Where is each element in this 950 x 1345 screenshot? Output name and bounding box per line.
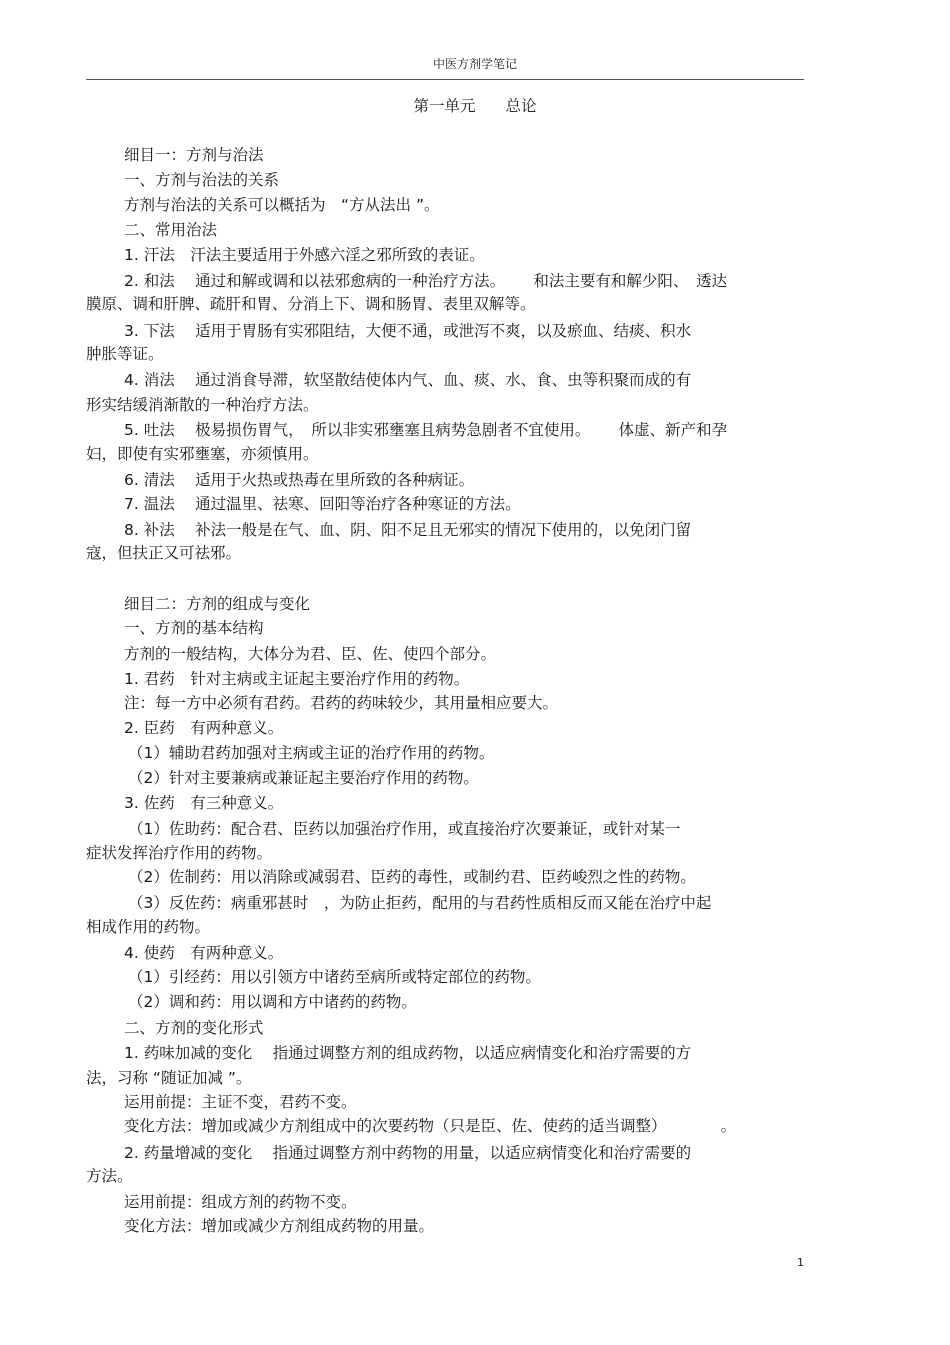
text-line: 方法。 bbox=[86, 1167, 133, 1185]
page-number: 1 bbox=[797, 1256, 804, 1269]
text-line: （1）辅助君药加强对主病或主证的治疗作用的药物。 bbox=[128, 744, 495, 762]
text-line: 2. 和法 通过和解或调和以祛邪愈病的一种治疗方法。 和法主要有和解少阳、 透达 bbox=[124, 272, 728, 290]
text-line: 症状发挥治疗作用的药物。 bbox=[86, 844, 273, 862]
text-line: 2. 臣药 有两种意义。 bbox=[124, 719, 284, 737]
text-line: （2）佐制药：用以消除或减弱君、臣药的毒性，或制约君、臣药峻烈之性的药物。 bbox=[128, 868, 696, 886]
text-line: 1. 汗法 汗法主要适用于外感六淫之邪所致的表证。 bbox=[124, 246, 485, 264]
text-line: 形实结缓消渐散的一种治疗方法。 bbox=[86, 396, 319, 414]
unit-title bbox=[0, 94, 950, 116]
text-line: 2. 药量增减的变化 指通过调整方剂中药物的用量，以适应病情变化和治疗需要的 bbox=[124, 1144, 692, 1162]
text-line: 膜原、调和肝脾、疏肝和胃、分消上下、调和肠胃、表里双解等。 bbox=[86, 295, 536, 313]
text-line: 4. 消法 通过消食导滞，软坚散结使体内气、血、痰、水、食、虫等积聚而成的有 bbox=[124, 371, 692, 389]
text-line: 妇，即使有实邪壅塞，亦须慎用。 bbox=[86, 445, 319, 463]
text-line: 运用前提：主证不变，君药不变。 bbox=[124, 1093, 357, 1111]
text-line: 4. 使药 有两种意义。 bbox=[124, 944, 284, 962]
unit-topic: 总论 bbox=[505, 97, 537, 115]
text-line: （3）反佐药：病重邪甚时 ，为防止拒药，配用的与君药性质相反而又能在治疗中起 bbox=[128, 894, 712, 912]
text-line: 3. 下法 适用于胃肠有实邪阻结，大便不通，或泄泻不爽，以及瘀血、结痰、积水 bbox=[124, 322, 692, 340]
text-line: 3. 佐药 有三种意义。 bbox=[124, 794, 284, 812]
text-line: 相成作用的药物。 bbox=[86, 918, 211, 936]
text-line: （2）针对主要兼病或兼证起主要治疗作用的药物。 bbox=[128, 769, 479, 787]
text-line: 细目一：方剂与治法 bbox=[124, 146, 264, 164]
running-header: 中医方剂学笔记 bbox=[432, 57, 517, 71]
text-line: 1. 君药 针对主病或主证起主要治疗作用的药物。 bbox=[124, 670, 470, 688]
text-line: （1）引经药：用以引领方中诸药至病所或特定部位的药物。 bbox=[128, 968, 541, 986]
text-line: 二、常用治法 bbox=[124, 221, 218, 239]
unit-label: 第一单元 bbox=[413, 97, 476, 115]
text-line: 肿胀等证。 bbox=[86, 345, 164, 363]
text-line: 寇，但扶正又可祛邪。 bbox=[86, 544, 242, 562]
text-line: 细目二：方剂的组成与变化 bbox=[124, 595, 311, 613]
text-line: 方剂的一般结构，大体分为君、臣、佐、使四个部分。 bbox=[124, 645, 497, 663]
text-line: 方剂与治法的关系可以概括为 “方从法出 ”。 bbox=[124, 196, 440, 214]
text-line: 二、方剂的变化形式 bbox=[124, 1019, 264, 1037]
text-line: 变化方法：增加或减少方剂组成药物的用量。 bbox=[124, 1217, 435, 1235]
text-line: 一、方剂与治法的关系 bbox=[124, 171, 280, 189]
text-line: 5. 吐法 极易损伤胃气， 所以非实邪壅塞且病势急剧者不宜使用。 体虚、新产和孕 bbox=[124, 421, 728, 439]
text-line: 运用前提：组成方剂的药物不变。 bbox=[124, 1193, 357, 1211]
text-line: 变化方法：增加或减少方剂组成中的次要药物（只是臣、佐、使药的适当调整） 。 bbox=[124, 1117, 737, 1135]
text-line: 7. 温法 通过温里、祛寒、回阳等治疗各种寒证的方法。 bbox=[124, 495, 521, 513]
text-line: 6. 清法 适用于火热或热毒在里所致的各种病证。 bbox=[124, 471, 475, 489]
text-line: 8. 补法 补法一般是在气、血、阴、阳不足且无邪实的情况下使用的，以免闭门留 bbox=[124, 521, 692, 539]
text-line: 注：每一方中必须有君药。君药的药味较少，其用量相应要大。 bbox=[124, 694, 559, 712]
text-line: （2）调和药：用以调和方中诸药的药物。 bbox=[128, 993, 417, 1011]
header-divider bbox=[86, 79, 804, 80]
text-line: （1）佐助药：配合君、臣药以加强治疗作用，或直接治疗次要兼证，或针对某一 bbox=[128, 820, 681, 838]
text-line: 一、方剂的基本结构 bbox=[124, 619, 264, 637]
text-line: 法，习称 “随证加减 ”。 bbox=[86, 1069, 252, 1087]
text-line: 1. 药味加减的变化 指通过调整方剂的组成药物，以适应病情变化和治疗需要的方 bbox=[124, 1044, 692, 1062]
